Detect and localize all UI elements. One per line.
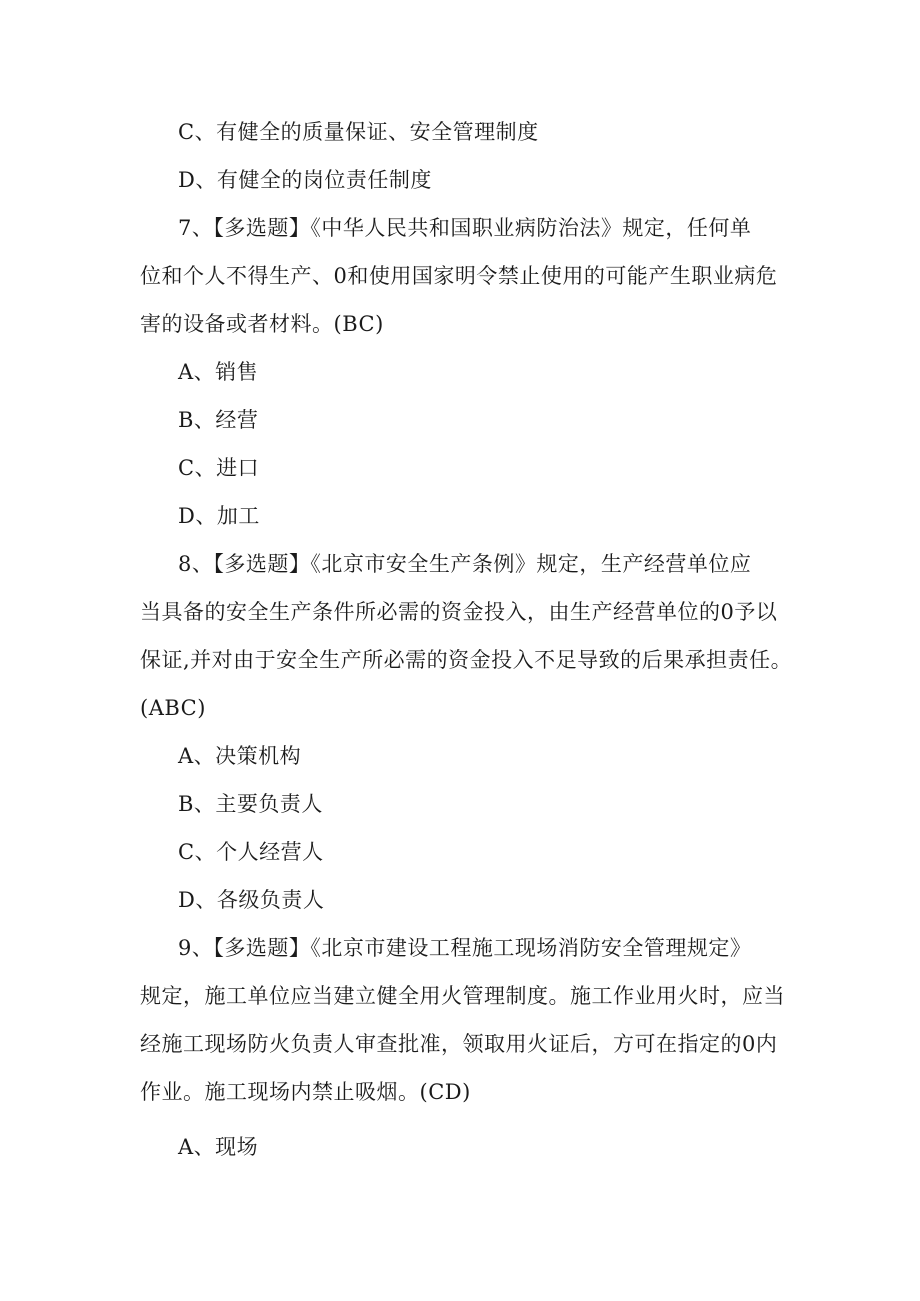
q8-line-2: 当具备的安全生产条件所必需的资金投入，由生产经营单位的0予以	[140, 600, 778, 624]
q8-option-c: C、个人经营人	[178, 840, 324, 864]
q9-line-1: 9、【多选题】《北京市建设工程施工现场消防安全管理规定》	[178, 936, 752, 960]
q8-option-d: D、各级负责人	[178, 888, 325, 912]
q8-line-3: 保证,并对由于安全生产所必需的资金投入不足导致的后果承担责任。	[140, 648, 793, 672]
q9-line-2: 规定，施工单位应当建立健全用火管理制度。施工作业用火时，应当	[140, 984, 785, 1008]
q7-option-b: B、经营	[178, 408, 259, 432]
q7-line-3: 害的设备或者材料。(BC)	[140, 312, 384, 336]
q6-option-d: D、有健全的岗位责任制度	[178, 168, 432, 192]
q9-line-4: 作业。施工现场内禁止吸烟。(CD)	[140, 1080, 471, 1104]
q8-option-b: B、主要负责人	[178, 792, 323, 816]
q6-option-c: C、有健全的质量保证、安全管理制度	[178, 120, 539, 144]
q7-line-2: 位和个人不得生产、0和使用国家明令禁止使用的可能产生职业病危	[140, 264, 778, 288]
q7-option-a: A、销售	[178, 360, 259, 384]
q9-option-a: A、现场	[178, 1135, 259, 1159]
q8-option-a: A、决策机构	[178, 744, 302, 768]
q7-option-c: C、进口	[178, 456, 260, 480]
q8-line-4: (ABC)	[140, 696, 206, 720]
q7-line-1: 7、【多选题】《中华人民共和国职业病防治法》规定，任何单	[178, 216, 752, 240]
q9-line-3: 经施工现场防火负责人审查批准，领取用火证后，方可在指定的0内	[140, 1032, 778, 1056]
q7-option-d: D、加工	[178, 504, 260, 528]
q8-line-1: 8、【多选题】《北京市安全生产条例》规定，生产经营单位应	[178, 552, 752, 576]
